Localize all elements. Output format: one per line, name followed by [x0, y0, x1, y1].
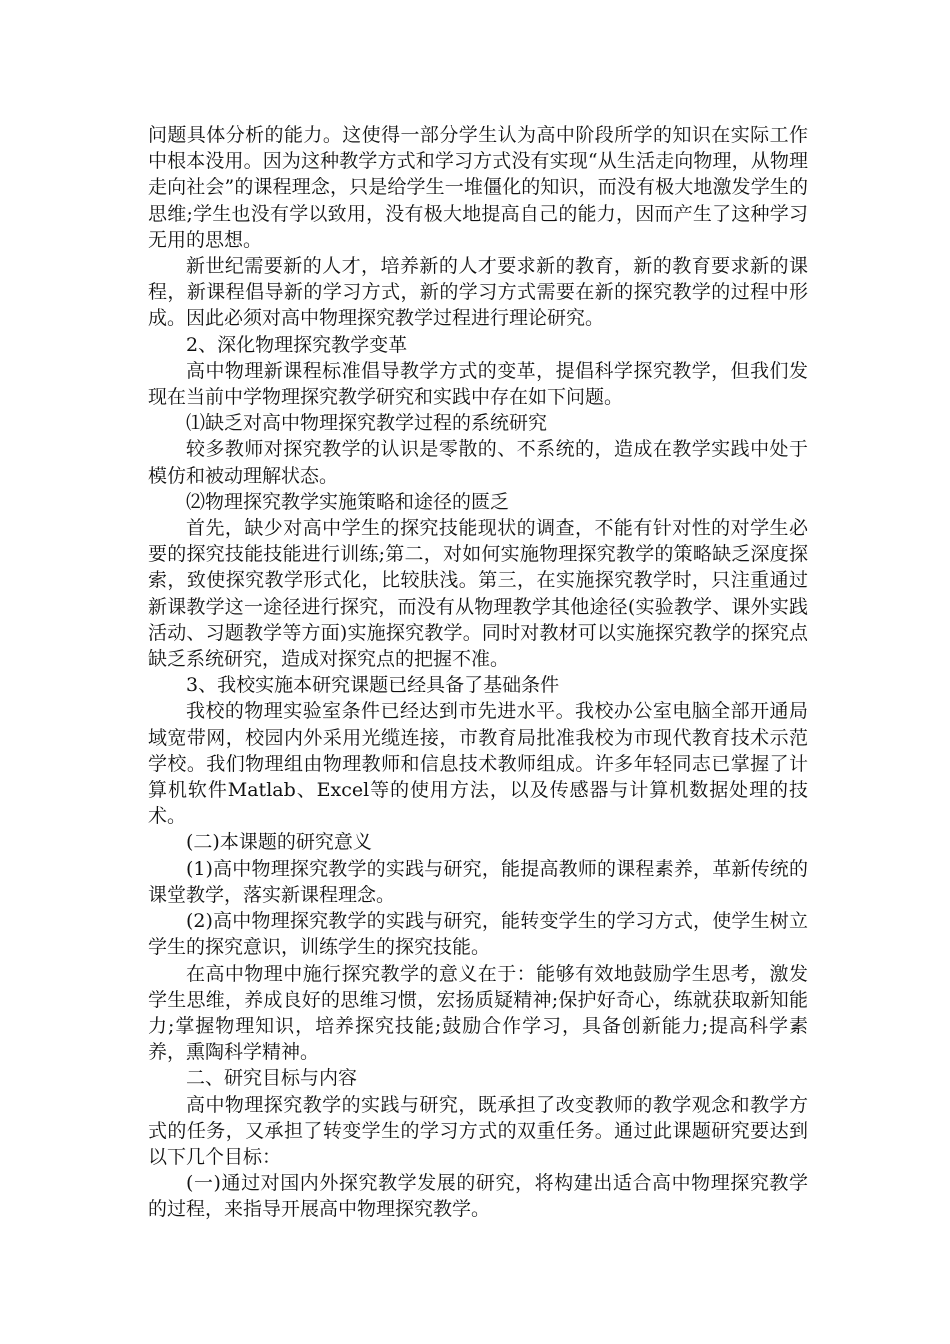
paragraph: 高中物理探究教学的实践与研究，既承担了改变教师的教学观念和教学方式的任务，又承担了转变学生的学习方式的双重任务。通过此课题研究要达到以下几个目标：	[148, 1093, 808, 1168]
section-heading: 3、我校实施本研究课题已经具备了基础条件	[186, 674, 560, 697]
paragraph: 在高中物理中施行探究教学的意义在于：能够有效地鼓励学生思考，激发学生思维，养成良好的思维习惯，宏扬质疑精神;保护好奇心，练就获取新知能力;掌握物理知识，培养探究技能;鼓励合作学习，具备创新能力;提高科学素养，熏陶科学精神。	[148, 962, 808, 1064]
list-item: (1)高中物理探究教学的实践与研究，能提高教师的课程素养，革新传统的课堂教学，落实新课程理念。	[148, 857, 808, 906]
list-item: (一)通过对国内外探究教学发展的研究，将构建出适合高中物理探究教学的过程，来指导开展高中物理探究教学。	[148, 1172, 808, 1221]
paragraph: 我校的物理实验室条件已经达到市先进水平。我校办公室电脑全部开通局域宽带网，校园内外采用光缆连接，市教育局批准我校为市现代教育技术示范学校。我们物理组由物理教师和信息技术教师组成。许多年轻同志已掌握了计算机软件Matlab、Excel等的使用方法，以及传感器与计算机数据处理的技术。	[148, 700, 808, 828]
paragraph: 首先，缺少对高中学生的探究技能现状的调查，不能有针对性的对学生必要的探究技能技能进行训练;第二，对如何实施物理探究教学的策略缺乏深度探索，致使探究教学形式化，比较肤浅。第三，在实施探究教学时，只注重通过新课教学这一途径进行探究，而没有从物理教学其他途径(实验教学、课外实践活动、习题教学等方面)实施探究教学。同时对教材可以实施探究教学的探究点缺乏系统研究，造成对探究点的把握不准。	[148, 517, 808, 671]
paragraph-continuation: 问题具体分析的能力。这使得一部分学生认为高中阶段所学的知识在实际工作中根本没用。因为这种教学方式和学习方式没有实现“从生活走向物理，从物理走向社会”的课程理念，只是给学生一堆僵化的知识，而没有极大地激发学生的思维;学生也没有学以致用，没有极大地提高自己的能力，因而产生了这种学习无用的思想。	[148, 124, 808, 251]
document-page	[148, 122, 808, 1223]
paragraph: 较多教师对探究教学的认识是零散的、不系统的，造成在教学实践中处于模仿和被动理解状态。	[148, 438, 808, 487]
chapter-heading: 二、研究目标与内容	[186, 1067, 358, 1090]
list-item: (2)高中物理探究教学的实践与研究，能转变学生的学习方式，使学生树立学生的探究意识，训练学生的探究技能。	[148, 910, 808, 959]
section-heading: (二)本课题的研究意义	[186, 831, 372, 854]
section-heading: 2、深化物理探究教学变革	[186, 333, 408, 356]
subsection-heading: ⑴缺乏对高中物理探究教学过程的系统研究	[186, 412, 548, 435]
paragraph: 新世纪需要新的人才，培养新的人才要求新的教育，新的教育要求新的课程，新课程倡导新的学习方式，新的学习方式需要在新的探究教学的过程中形成。因此必须对高中物理探究教学过程进行理论研究。	[148, 255, 808, 330]
paragraph: 高中物理新课程标准倡导教学方式的变革，提倡科学探究教学，但我们发现在当前中学物理探究教学研究和实践中存在如下问题。	[148, 359, 808, 409]
subsection-heading: ⑵物理探究教学实施策略和途径的匮乏	[186, 490, 510, 513]
